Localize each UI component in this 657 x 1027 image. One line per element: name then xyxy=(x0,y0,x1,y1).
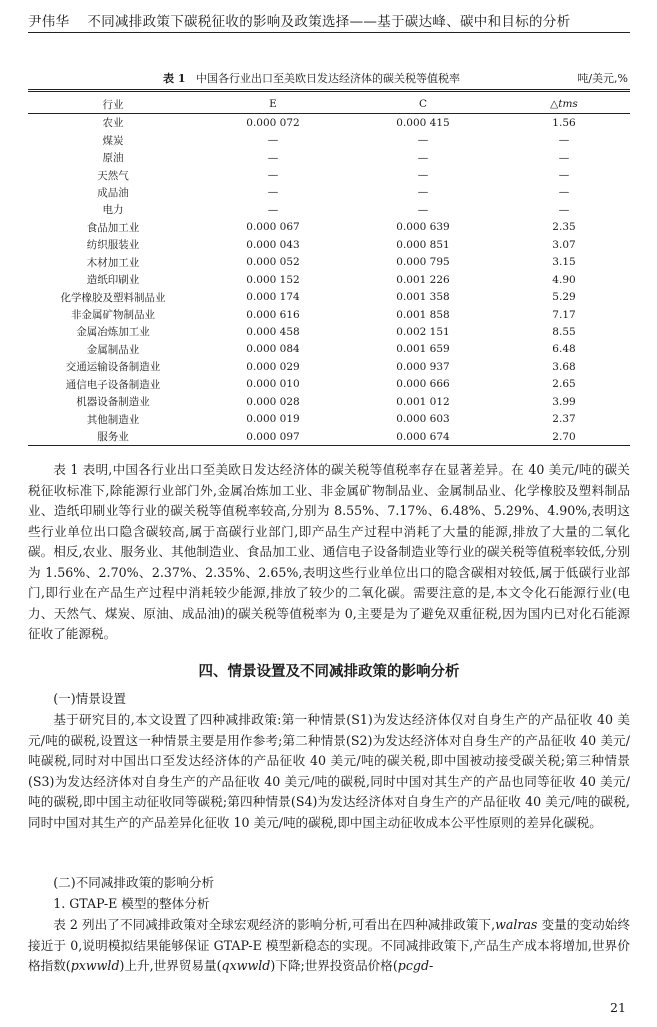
table-cell: 0.000 458 xyxy=(246,325,300,338)
subheading-gtap: 1. GTAP-E 模型的整体分析 xyxy=(53,896,210,911)
table-cell: 2.70 xyxy=(498,428,630,446)
table-cell: 0.002 151 xyxy=(396,325,450,338)
table-cell: 通信电子设备制造业 xyxy=(65,378,161,391)
table-cell: 其他制造业 xyxy=(86,413,140,426)
page-number: 21 xyxy=(610,1000,626,1015)
table-row xyxy=(28,358,630,375)
table-cell: 0.000 029 xyxy=(246,360,300,373)
para3-c: )上升,世界贸易量( xyxy=(119,958,222,973)
table-row xyxy=(28,376,630,393)
table-cell: — xyxy=(417,203,429,216)
table-cell: — xyxy=(267,134,279,147)
table-cell: 0.000 010 xyxy=(246,378,300,391)
table-cell: 0.000 028 xyxy=(246,395,300,408)
table-cell: 0.000 674 xyxy=(348,428,498,446)
table-row xyxy=(28,428,630,446)
table-cell: 6.48 xyxy=(552,343,576,356)
table-cell: 造纸印刷业 xyxy=(86,274,140,287)
paragraph-2 xyxy=(28,710,630,833)
table-cell: 0.000 067 xyxy=(246,221,300,234)
table-row xyxy=(28,410,630,427)
table-cell: 0.000 072 xyxy=(246,116,300,129)
table-row xyxy=(28,236,630,253)
table-cell: 0.000 666 xyxy=(396,378,450,391)
table-cell: — xyxy=(558,151,570,164)
paragraph-3 xyxy=(28,915,630,977)
table-cell: 0.000 639 xyxy=(396,221,450,234)
table-cell: 0.001 226 xyxy=(396,273,450,286)
table-cell: 0.000 043 xyxy=(246,238,300,251)
col-header-tms: △tms xyxy=(550,98,578,110)
table-cell: 0.000 616 xyxy=(246,308,300,321)
table-cell: 金属制品业 xyxy=(86,343,140,356)
table-row xyxy=(28,288,630,305)
table-cell: 2.37 xyxy=(552,413,576,426)
table-cell: 0.000 795 xyxy=(396,256,450,269)
var-walras: walras xyxy=(495,917,538,932)
table-cell: — xyxy=(267,186,279,199)
table-row xyxy=(28,306,630,323)
table-title xyxy=(163,70,460,86)
table-cell: 0.001 358 xyxy=(396,291,450,304)
table-cell: — xyxy=(558,134,570,147)
table-cell: 2.35 xyxy=(552,221,576,234)
table-row xyxy=(28,131,630,148)
table-cell: 1.56 xyxy=(552,116,576,129)
table-row xyxy=(28,201,630,218)
col-header-e: E xyxy=(269,98,277,110)
table-row xyxy=(28,184,630,201)
para1-text: 表 1 表明,中国各行业出口至美欧日发达经济体的碳关税等值税率存在显著差异。在 40 美元/吨的碳关税征收标准下,除能源行业部门外,金属冶炼加工业、非金属矿物制品业、金属制品业、化学橡胶及塑料制品业、造纸印刷业等行业的碳关税等值税率较高,分别为 8.55%、7.17%、6.48%、5.29%、4.90%,表明这些行业单位出口隐含碳较高,属于高碳行业部门,即产品生产过程中消耗了大量的能源,排放了大量的二氧化碳。相反,农业、服务业、其他制造业、食品加工业、通信电子设备制造业等行业的碳关税等值税率较低,分别为 1.56%、2.70%、2.37%、2.35%、2.65%,表明这些行业单位出口的隐含碳相对较低,属于低碳行业部门,即行业在产品生产过程中消耗较少能源,排放了较少的二氧化碳。需要注意的是,本文令化石能源行业(电力、天然气、煤炭、原油、成品油)的碳关税等值税率为 0,主要是为了避免双重征税,因为国内已对化石能源征收了能源税。 xyxy=(28,462,630,641)
table-cell: — xyxy=(558,203,570,216)
table-cell: 0.001 858 xyxy=(396,308,450,321)
col-header-industry: 行业 xyxy=(102,98,124,111)
table-cell: — xyxy=(417,186,429,199)
table-cell: 原油 xyxy=(102,152,124,165)
table-label: 表 1 xyxy=(163,72,186,85)
table-cell: 3.07 xyxy=(552,238,576,251)
table-header-row xyxy=(28,95,630,114)
var-pxwwld: pxwwld xyxy=(70,958,120,973)
table-cell: 成品油 xyxy=(97,186,129,199)
para2-text: 基于研究目的,本文设置了四种减排政策:第一种情景(S1)为发达经济体仅对自身生产的产品征收 40 美元/吨的碳税,设置这一种情景主要是用作参考;第二种情景(S2)为发达经济体对自身生产的产品征收 40 美元/吨碳税,同时对中国出口至发达经济体的产品征收 40 美元/吨的碳关税,即中国被动接受碳关税;第三种情景(S3)为发达经济体对自身生产的产品征收 40 美元/吨的碳税,同时中国对其生产的产品也同等征收 40 美元/吨的碳税,即中国主动征收同等碳税;第四种情景(S4)为发达经济体对自身生产的产品征收 40 美元/吨的碳税,同时中国对其生产的产品差异化征收 10 美元/吨的碳税,即中国主动征收成本公平性原则的差异化碳税。 xyxy=(28,712,630,830)
table-cell: — xyxy=(267,169,279,182)
table-cell: 0.001 012 xyxy=(396,395,450,408)
section-heading: 四、情景设置及不同减排政策的影响分析 xyxy=(198,664,460,680)
table-cell: 4.90 xyxy=(552,273,576,286)
table-cell: 0.000 097 xyxy=(198,428,348,446)
header-author: 尹伟华 xyxy=(28,14,70,30)
table-cell: — xyxy=(417,134,429,147)
running-header xyxy=(28,10,628,30)
table-cell: 0.000 019 xyxy=(246,413,300,426)
table-cell: 服务业 xyxy=(28,428,198,446)
table-row xyxy=(28,254,630,271)
table-cell: 7.17 xyxy=(552,308,576,321)
table-cell: 化学橡胶及塑料制品业 xyxy=(60,291,166,304)
table-row xyxy=(28,393,630,410)
table-cell: — xyxy=(558,186,570,199)
table-row xyxy=(28,114,630,132)
table-cell: 天然气 xyxy=(97,169,129,182)
header-title: 不同减排政策下碳税征收的影响及政策选择——基于碳达峰、碳中和目标的分析 xyxy=(87,14,571,30)
para3-d: )下降;世界投资品价格( xyxy=(270,958,398,973)
subheading-scenario: (一)情景设置 xyxy=(53,691,126,706)
table-cell: 金属冶炼加工业 xyxy=(76,326,150,339)
table-cell: — xyxy=(417,169,429,182)
table-cell: 机器设备制造业 xyxy=(76,396,150,409)
table-row xyxy=(28,323,630,340)
table-cell: 交通运输设备制造业 xyxy=(65,361,161,374)
paragraph-1 xyxy=(28,460,630,645)
table-cell: 非金属矿物制品业 xyxy=(71,309,155,322)
table-cell: — xyxy=(558,169,570,182)
table-top-rule-2 xyxy=(28,91,630,92)
table-cell: — xyxy=(417,151,429,164)
table-cell: 电力 xyxy=(102,204,124,217)
table-title-text: 中国各行业出口至美欧日发达经济体的碳关税等值税率 xyxy=(195,72,460,85)
col-header-c: C xyxy=(418,98,428,110)
table-cell: — xyxy=(267,203,279,216)
para3-text xyxy=(28,915,630,977)
table-cell: 8.55 xyxy=(552,325,576,338)
table-cell: 煤炭 xyxy=(102,134,124,147)
table-cell: 0.000 052 xyxy=(246,256,300,269)
table-row xyxy=(28,166,630,183)
para3-a: 表 2 列出了不同减排政策对全球宏观经济的影响分析,可看出在四种减排政策下, xyxy=(53,917,496,932)
table-row xyxy=(28,149,630,166)
subheading-impact: (二)不同减排政策的影响分析 xyxy=(53,875,215,890)
table-cell: 3.68 xyxy=(552,360,576,373)
table-cell: 纺织服装业 xyxy=(86,239,140,252)
table-cell: 0.000 851 xyxy=(396,238,450,251)
table-cell: 0.000 415 xyxy=(396,116,450,129)
table-cell: 0.000 152 xyxy=(246,273,300,286)
table-row xyxy=(28,341,630,358)
var-qxwwld: qxwwld xyxy=(221,958,271,973)
table-cell: 0.000 603 xyxy=(396,413,450,426)
table-top-rule xyxy=(28,89,630,90)
data-table xyxy=(28,95,630,446)
table-unit: 吨/美元,% xyxy=(577,72,628,85)
table-cell: 0.000 937 xyxy=(396,360,450,373)
table-cell: 0.001 659 xyxy=(396,343,450,356)
table-cell: 3.15 xyxy=(552,256,576,269)
table-cell: — xyxy=(267,151,279,164)
table-row xyxy=(28,219,630,236)
var-pcgd: pcgd- xyxy=(397,958,434,973)
header-rule xyxy=(28,32,630,33)
table-row xyxy=(28,271,630,288)
table-cell: 5.29 xyxy=(552,291,576,304)
table-cell: 2.65 xyxy=(552,378,576,391)
table-cell: 3.99 xyxy=(552,395,576,408)
table-cell: 0.000 084 xyxy=(246,343,300,356)
table-cell: 农业 xyxy=(102,117,124,130)
table-cell: 食品加工业 xyxy=(86,221,140,234)
para3-b: 变量的变动始终接近于 0,说明模拟结果能够保证 GTAP-E 模型新稳态的实现。不同减排政策下,产品生产成本将增加,世界价格指数( xyxy=(28,917,630,973)
table-cell: 0.000 174 xyxy=(246,291,300,304)
table-cell: 木材加工业 xyxy=(86,256,140,269)
